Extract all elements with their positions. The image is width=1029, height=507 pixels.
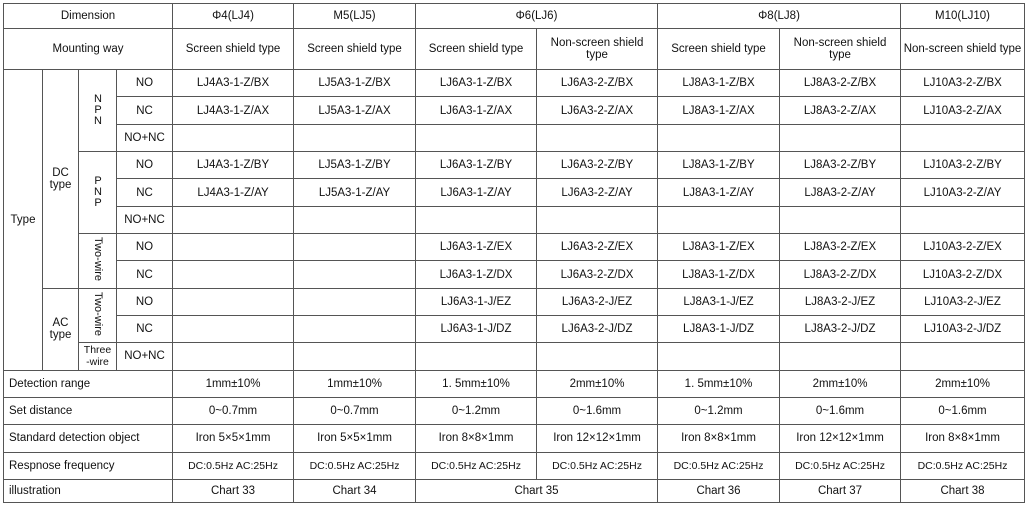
model-cell: LJ6A3-2-Z/EX: [537, 234, 658, 261]
model-cell: LJ4A3-1-Z/BX: [173, 70, 294, 97]
size-header: M5(LJ5): [294, 4, 416, 29]
spec-row: [4, 425, 1025, 452]
model-cell: LJ10A3-2-Z/AY: [901, 179, 1025, 206]
mounting-cell: Screen shield type: [416, 29, 537, 70]
ac-type-label: AC type: [43, 288, 79, 370]
two-wire-ac-label: [79, 288, 117, 343]
type-label: Type: [4, 70, 43, 370]
model-cell: [173, 234, 294, 261]
mounting-cell: Screen shield type: [658, 29, 780, 70]
mounting-cell: Non-screen shield type: [537, 29, 658, 70]
model-cell: LJ8A3-1-Z/DX: [658, 261, 780, 288]
model-cell: LJ10A3-2-Z/AX: [901, 97, 1025, 124]
model-cell: LJ10A3-2-Z/EX: [901, 234, 1025, 261]
spec-cell: Iron 12×12×1mm: [780, 425, 901, 452]
spec-cell: Iron 8×8×1mm: [901, 425, 1025, 452]
spec-cell: 0~1.2mm: [658, 397, 780, 424]
model-cell: LJ6A3-2-Z/DX: [537, 261, 658, 288]
model-cell: [780, 124, 901, 151]
mounting-row: [4, 29, 1025, 70]
model-cell: LJ6A3-2-Z/AY: [537, 179, 658, 206]
model-cell: [294, 261, 416, 288]
model-cell: LJ8A3-2-Z/BX: [780, 70, 901, 97]
spec-cell: DC:0.5Hz AC:25Hz: [173, 452, 294, 479]
model-cell: [416, 206, 537, 233]
model-cell: LJ8A3-1-Z/BY: [658, 152, 780, 179]
model-row: [4, 234, 1025, 261]
mounting-label: Mounting way: [4, 29, 173, 70]
model-cell: [294, 343, 416, 370]
spec-cell: Chart 38: [901, 479, 1025, 502]
model-cell: [901, 206, 1025, 233]
spec-cell: 2mm±10%: [537, 370, 658, 397]
size-header: Φ8(LJ8): [658, 4, 901, 29]
spec-cell: 0~1.6mm: [537, 397, 658, 424]
mounting-cell: Screen shield type: [173, 29, 294, 70]
spec-cell: Iron 5×5×1mm: [294, 425, 416, 452]
model-cell: [416, 124, 537, 151]
spec-cell: 1. 5mm±10%: [416, 370, 537, 397]
spec-label: Set distance: [4, 397, 173, 424]
model-cell: LJ10A3-2-Z/DX: [901, 261, 1025, 288]
model-row: [4, 97, 1025, 124]
spec-cell: DC:0.5Hz AC:25Hz: [537, 452, 658, 479]
spec-cell: Iron 8×8×1mm: [416, 425, 537, 452]
mounting-cell: Non-screen shield type: [780, 29, 901, 70]
spec-cell: DC:0.5Hz AC:25Hz: [658, 452, 780, 479]
model-cell: [537, 343, 658, 370]
model-cell: [658, 343, 780, 370]
dimension-row: [4, 4, 1025, 29]
two-wire-dc-label: [79, 234, 117, 289]
model-cell: LJ8A3-2-J/EZ: [780, 288, 901, 315]
spec-cell: 1mm±10%: [173, 370, 294, 397]
model-cell: [173, 206, 294, 233]
output-label: NC: [117, 97, 173, 124]
model-row: [4, 315, 1025, 342]
spec-cell: DC:0.5Hz AC:25Hz: [416, 452, 537, 479]
model-cell: [173, 343, 294, 370]
model-cell: LJ6A3-1-Z/AX: [416, 97, 537, 124]
spec-cell: DC:0.5Hz AC:25Hz: [780, 452, 901, 479]
output-label: NC: [117, 315, 173, 342]
spec-cell: Iron 8×8×1mm: [658, 425, 780, 452]
two-wire-ac-text: Two-wire: [92, 291, 104, 336]
model-cell: LJ4A3-1-Z/AX: [173, 97, 294, 124]
model-cell: LJ8A3-2-Z/BY: [780, 152, 901, 179]
model-cell: LJ6A3-2-Z/AX: [537, 97, 658, 124]
model-cell: [173, 124, 294, 151]
model-cell: LJ6A3-1-Z/DX: [416, 261, 537, 288]
model-cell: [780, 206, 901, 233]
output-label: NO+NC: [117, 206, 173, 233]
model-cell: [294, 206, 416, 233]
model-cell: [537, 206, 658, 233]
spec-cell: 1mm±10%: [294, 370, 416, 397]
spec-cell: DC:0.5Hz AC:25Hz: [901, 452, 1025, 479]
model-row: [4, 206, 1025, 233]
model-cell: LJ8A3-1-Z/EX: [658, 234, 780, 261]
model-cell: [780, 343, 901, 370]
spec-cell: Chart 33: [173, 479, 294, 502]
model-cell: LJ10A3-2-J/DZ: [901, 315, 1025, 342]
model-cell: LJ8A3-1-Z/BX: [658, 70, 780, 97]
model-cell: LJ5A3-1-Z/AY: [294, 179, 416, 206]
spec-cell: 0~0.7mm: [173, 397, 294, 424]
output-label: NO: [117, 70, 173, 97]
spec-cell: Iron 12×12×1mm: [537, 425, 658, 452]
spec-table: [3, 3, 1025, 503]
model-row: [4, 288, 1025, 315]
spec-cell: 0~1.2mm: [416, 397, 537, 424]
model-row: [4, 179, 1025, 206]
model-cell: LJ6A3-1-Z/EX: [416, 234, 537, 261]
model-cell: LJ8A3-1-J/DZ: [658, 315, 780, 342]
model-cell: [294, 124, 416, 151]
spec-label: illustration: [4, 479, 173, 502]
model-cell: LJ8A3-2-Z/AY: [780, 179, 901, 206]
spec-row: [4, 397, 1025, 424]
spec-cell: Chart 35: [416, 479, 658, 502]
model-row: [4, 70, 1025, 97]
model-cell: [416, 343, 537, 370]
spec-cell: 0~0.7mm: [294, 397, 416, 424]
output-label: NO: [117, 288, 173, 315]
spec-row: [4, 479, 1025, 502]
output-label: NO+NC: [117, 343, 173, 370]
model-cell: [294, 234, 416, 261]
model-cell: LJ10A3-2-Z/BY: [901, 152, 1025, 179]
model-cell: [294, 315, 416, 342]
model-cell: LJ6A3-2-Z/BY: [537, 152, 658, 179]
model-cell: LJ4A3-1-Z/BY: [173, 152, 294, 179]
spec-label: Detection range: [4, 370, 173, 397]
spec-cell: Chart 36: [658, 479, 780, 502]
npn-label: [79, 70, 117, 152]
model-cell: LJ5A3-1-Z/AX: [294, 97, 416, 124]
output-label: NC: [117, 261, 173, 288]
mounting-cell: Non-screen shield type: [901, 29, 1025, 70]
model-cell: LJ5A3-1-Z/BY: [294, 152, 416, 179]
model-cell: [173, 315, 294, 342]
three-wire-label: Three -wire: [79, 343, 117, 370]
model-cell: LJ8A3-2-Z/DX: [780, 261, 901, 288]
spec-cell: 0~1.6mm: [780, 397, 901, 424]
size-header: M10(LJ10): [901, 4, 1025, 29]
spec-label: Respnose frequency: [4, 452, 173, 479]
model-cell: [658, 124, 780, 151]
model-cell: LJ8A3-1-Z/AX: [658, 97, 780, 124]
model-cell: LJ4A3-1-Z/AY: [173, 179, 294, 206]
model-cell: LJ6A3-1-Z/BX: [416, 70, 537, 97]
model-cell: LJ8A3-1-J/EZ: [658, 288, 780, 315]
output-label: NO+NC: [117, 124, 173, 151]
model-cell: LJ8A3-2-J/DZ: [780, 315, 901, 342]
spec-row: [4, 370, 1025, 397]
model-row: [4, 261, 1025, 288]
spec-cell: 1. 5mm±10%: [658, 370, 780, 397]
pnp-label-text: PNP: [92, 174, 104, 208]
two-wire-dc-text: Two-wire: [92, 237, 104, 282]
model-cell: LJ10A3-2-Z/BX: [901, 70, 1025, 97]
model-cell: LJ6A3-1-J/DZ: [416, 315, 537, 342]
output-label: NO: [117, 152, 173, 179]
spec-label: Standard detection object: [4, 425, 173, 452]
model-cell: LJ6A3-1-J/EZ: [416, 288, 537, 315]
model-cell: LJ8A3-1-Z/AY: [658, 179, 780, 206]
dc-type-label: DC type: [43, 70, 79, 289]
model-cell: [173, 261, 294, 288]
dimension-label: Dimension: [4, 4, 173, 29]
spec-cell: 2mm±10%: [780, 370, 901, 397]
model-cell: LJ8A3-2-Z/EX: [780, 234, 901, 261]
spec-cell: 2mm±10%: [901, 370, 1025, 397]
model-cell: LJ6A3-1-Z/AY: [416, 179, 537, 206]
model-cell: [294, 288, 416, 315]
npn-label-text: NPN: [92, 92, 104, 126]
model-cell: [658, 206, 780, 233]
spec-cell: 0~1.6mm: [901, 397, 1025, 424]
model-cell: LJ8A3-2-Z/AX: [780, 97, 901, 124]
spec-cell: Chart 37: [780, 479, 901, 502]
model-cell: [901, 343, 1025, 370]
pnp-label: [79, 152, 117, 234]
output-label: NC: [117, 179, 173, 206]
spec-cell: DC:0.5Hz AC:25Hz: [294, 452, 416, 479]
model-row: [4, 343, 1025, 370]
model-cell: [901, 124, 1025, 151]
spec-cell: Iron 5×5×1mm: [173, 425, 294, 452]
model-row: [4, 124, 1025, 151]
model-cell: [537, 124, 658, 151]
model-cell: [173, 288, 294, 315]
size-header: Φ4(LJ4): [173, 4, 294, 29]
model-cell: LJ10A3-2-J/EZ: [901, 288, 1025, 315]
mounting-cell: Screen shield type: [294, 29, 416, 70]
model-cell: LJ6A3-2-Z/BX: [537, 70, 658, 97]
model-row: [4, 152, 1025, 179]
model-cell: LJ6A3-2-J/EZ: [537, 288, 658, 315]
model-cell: LJ6A3-2-J/DZ: [537, 315, 658, 342]
spec-row: [4, 452, 1025, 479]
model-cell: LJ5A3-1-Z/BX: [294, 70, 416, 97]
output-label: NO: [117, 234, 173, 261]
model-cell: LJ6A3-1-Z/BY: [416, 152, 537, 179]
size-header: Φ6(LJ6): [416, 4, 658, 29]
spec-cell: Chart 34: [294, 479, 416, 502]
